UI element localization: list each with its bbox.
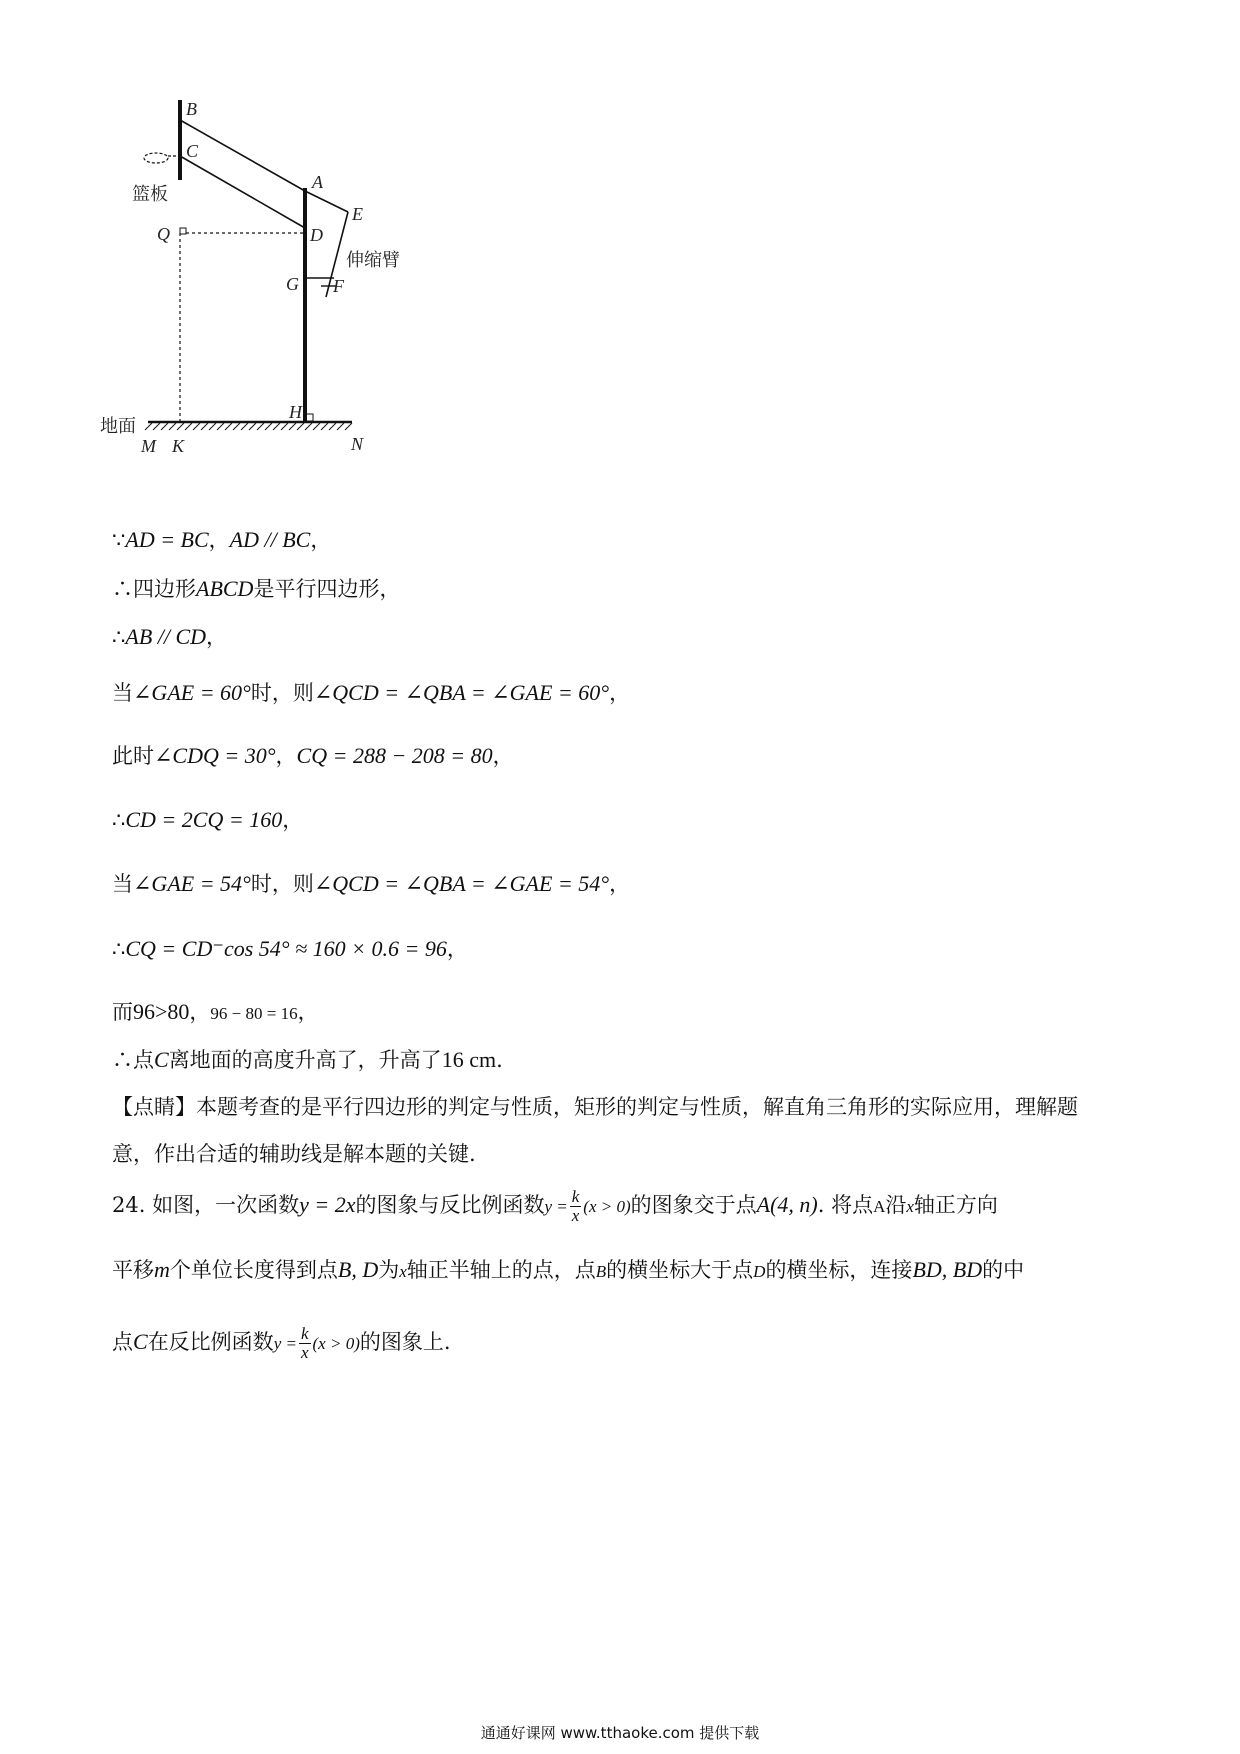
bar-BA — [180, 120, 305, 191]
solution-line-1: ∵AD = BC，AD // BC， — [112, 527, 332, 552]
label-E: E — [352, 204, 363, 224]
label-N: N — [351, 434, 364, 454]
solution-line-6: ∴CD = 2CQ = 160， — [112, 807, 304, 832]
hoop — [144, 153, 168, 163]
problem-24-line-2: 平移m个单位长度得到点B, D为x轴正半轴上的点，点B的横坐标大于点D的横坐标，连接BD, BD的中 — [112, 1257, 1025, 1282]
label-backboard: 篮板 — [132, 184, 168, 205]
geometry-figure — [100, 100, 420, 470]
fraction-k-over-x-2: $\frac{k}{x}$ — [300, 1324, 309, 1362]
right-angle-H — [306, 414, 313, 421]
arm-AE — [305, 191, 348, 212]
solution-line-8: ∴CQ = CD⁻cos 54° ≈ 160 × 0.6 = 96， — [112, 936, 468, 961]
solution-line-2: ∴四边形ABCD是平行四边形， — [112, 576, 401, 601]
ground-hatching — [145, 423, 352, 430]
label-ground: 地面 — [100, 416, 136, 437]
problem-24-line-3: 点C在反比例函数y = $\frac{k}{x}$ (x > 0)的图象上. — [112, 1324, 451, 1362]
tip-line-2: 意，作出合适的辅助线是解本题的关键. — [112, 1142, 476, 1166]
label-H: H — [289, 402, 302, 422]
problem-24-line-1: 24. 如图，一次函数y = 2x的图象与反比例函数y = $\frac{k}{x}$ (x > 0)的图象交于点A(4, n). 将点A沿x轴正方向 — [112, 1187, 998, 1225]
fraction-k-over-x: $\frac{k}{x}$ — [571, 1187, 580, 1225]
label-M: M — [141, 436, 156, 456]
solution-line-10: ∴点C离地面的高度升高了，升高了16 cm. — [112, 1047, 503, 1072]
label-A: A — [312, 172, 323, 192]
label-Q: Q — [157, 224, 170, 244]
solution-line-9: 而96>80，96 − 80 = 16， — [112, 999, 319, 1024]
solution-line-4: 当∠GAE = 60°时，则∠QCD = ∠QBA = ∠GAE = 60°， — [112, 680, 631, 705]
label-K: K — [172, 436, 185, 456]
tip-line-1: 【点睛】本题考查的是平行四边形的判定与性质，矩形的判定与性质，解直角三角形的实际应用，理解题 — [112, 1095, 1078, 1119]
bar-CD — [180, 156, 305, 228]
label-F: F — [333, 276, 344, 296]
label-B: B — [186, 100, 197, 119]
right-angle-Q — [180, 228, 186, 234]
page-footer: 通通好课网 www.tthaoke.com 提供下载 — [480, 1724, 760, 1742]
solution-line-7: 当∠GAE = 54°时，则∠QCD = ∠QBA = ∠GAE = 54°， — [112, 871, 631, 896]
label-D: D — [310, 225, 323, 245]
label-telescoping-arm: 伸缩臂 — [346, 250, 400, 271]
solution-line-5: 此时∠CDQ = 30°，CQ = 288 − 208 = 80， — [112, 743, 514, 768]
label-C: C — [186, 141, 199, 161]
solution-line-3: ∴AB // CD， — [112, 624, 228, 649]
label-G: G — [286, 274, 299, 294]
